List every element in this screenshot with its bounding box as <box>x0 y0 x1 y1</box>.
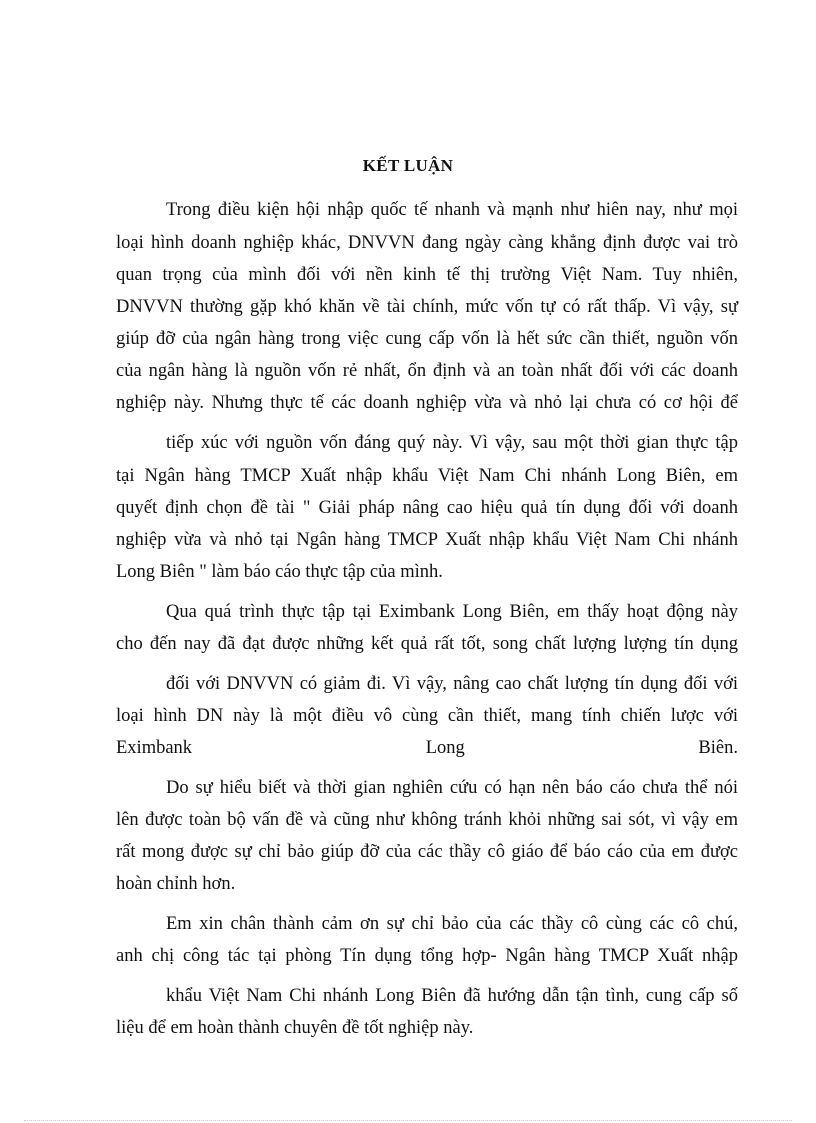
text-line: loại hình DN này là một điều vô cùng cần thiết, mang tính chiến lược với <box>116 706 738 726</box>
page-bottom-rule <box>24 1120 792 1121</box>
text-line: khẩu Việt Nam Chi nhánh Long Biên đã hướng dẫn tận tình, cung cấp số <box>166 986 738 1006</box>
text-line: Em xin chân thành cảm ơn sự chỉ bảo của các thầy cô cùng các cô chú, <box>166 914 738 934</box>
text-line: Trong điều kiện hội nhập quốc tế nhanh và mạnh như hiên nay, như mọi <box>166 200 738 220</box>
text-line: nghiệp này. Nhưng thực tế các doanh nghiệp vừa và nhỏ lại chưa có cơ hội để <box>116 393 738 413</box>
text-line: của ngân hàng là nguồn vốn rẻ nhất, ổn định và an toàn nhất đối với các doanh <box>116 361 738 381</box>
text-line: Do sự hiểu biết và thời gian nghiên cứu có hạn nên báo cáo chưa thể nói <box>166 778 738 798</box>
text-line: Eximbank Long Biên. <box>116 738 738 758</box>
text-line: tại Ngân hàng TMCP Xuất nhập khẩu Việt Nam Chi nhánh Long Biên, em <box>116 466 738 486</box>
document-title: KẾT LUẬN <box>362 156 454 175</box>
text-line: anh chị công tác tại phòng Tín dụng tổng hợp- Ngân hàng TMCP Xuất nhập <box>116 946 738 966</box>
text-line: nghiệp vừa và nhỏ tại Ngân hàng TMCP Xuất nhập khẩu Việt Nam Chi nhánh <box>116 530 738 550</box>
text-line: hoàn chỉnh hơn. <box>116 874 236 894</box>
text-line: quan trọng của mình đối với nền kinh tế thị trường Việt Nam. Tuy nhiên, <box>116 265 738 285</box>
text-line: Qua quá trình thực tập tại Eximbank Long Biên, em thấy hoạt động này <box>166 602 738 622</box>
text-line: quyết định chọn đề tài " Giải pháp nâng cao hiệu quả tín dụng đối với doanh <box>116 498 738 518</box>
text-line: rất mong được sự chỉ bảo giúp đỡ của các thầy cô giáo để báo cáo của em được <box>116 842 738 862</box>
text-line: Long Biên " làm báo cáo thực tập của mình. <box>116 562 443 582</box>
text-line: lên được toàn bộ vấn đề và cũng như không tránh khỏi những sai sót, vì vậy em <box>116 810 738 830</box>
text-line: cho đến nay đã đạt được những kết quả rất tốt, song chất lượng lượng tín dụng <box>116 634 738 654</box>
text-line: DNVVN thường gặp khó khăn về tài chính, mức vốn tự có rất thấp. Vì vậy, sự <box>116 297 738 317</box>
text-line: giúp đỡ của ngân hàng trong việc cung cấp vốn là hết sức cần thiết, nguồn vốn <box>116 329 738 349</box>
text-line: loại hình doanh nghiệp khác, DNVVN đang ngày càng khẳng định được vai trò <box>116 233 738 253</box>
text-line: liệu để em hoàn thành chuyên đề tốt nghiệp này. <box>116 1018 474 1038</box>
text-line: tiếp xúc với nguồn vốn đáng quý này. Vì vậy, sau một thời gian thực tập <box>166 433 738 453</box>
text-line: đối với DNVVN có giảm đi. Vì vậy, nâng cao chất lượng tín dụng đối với <box>166 674 738 694</box>
